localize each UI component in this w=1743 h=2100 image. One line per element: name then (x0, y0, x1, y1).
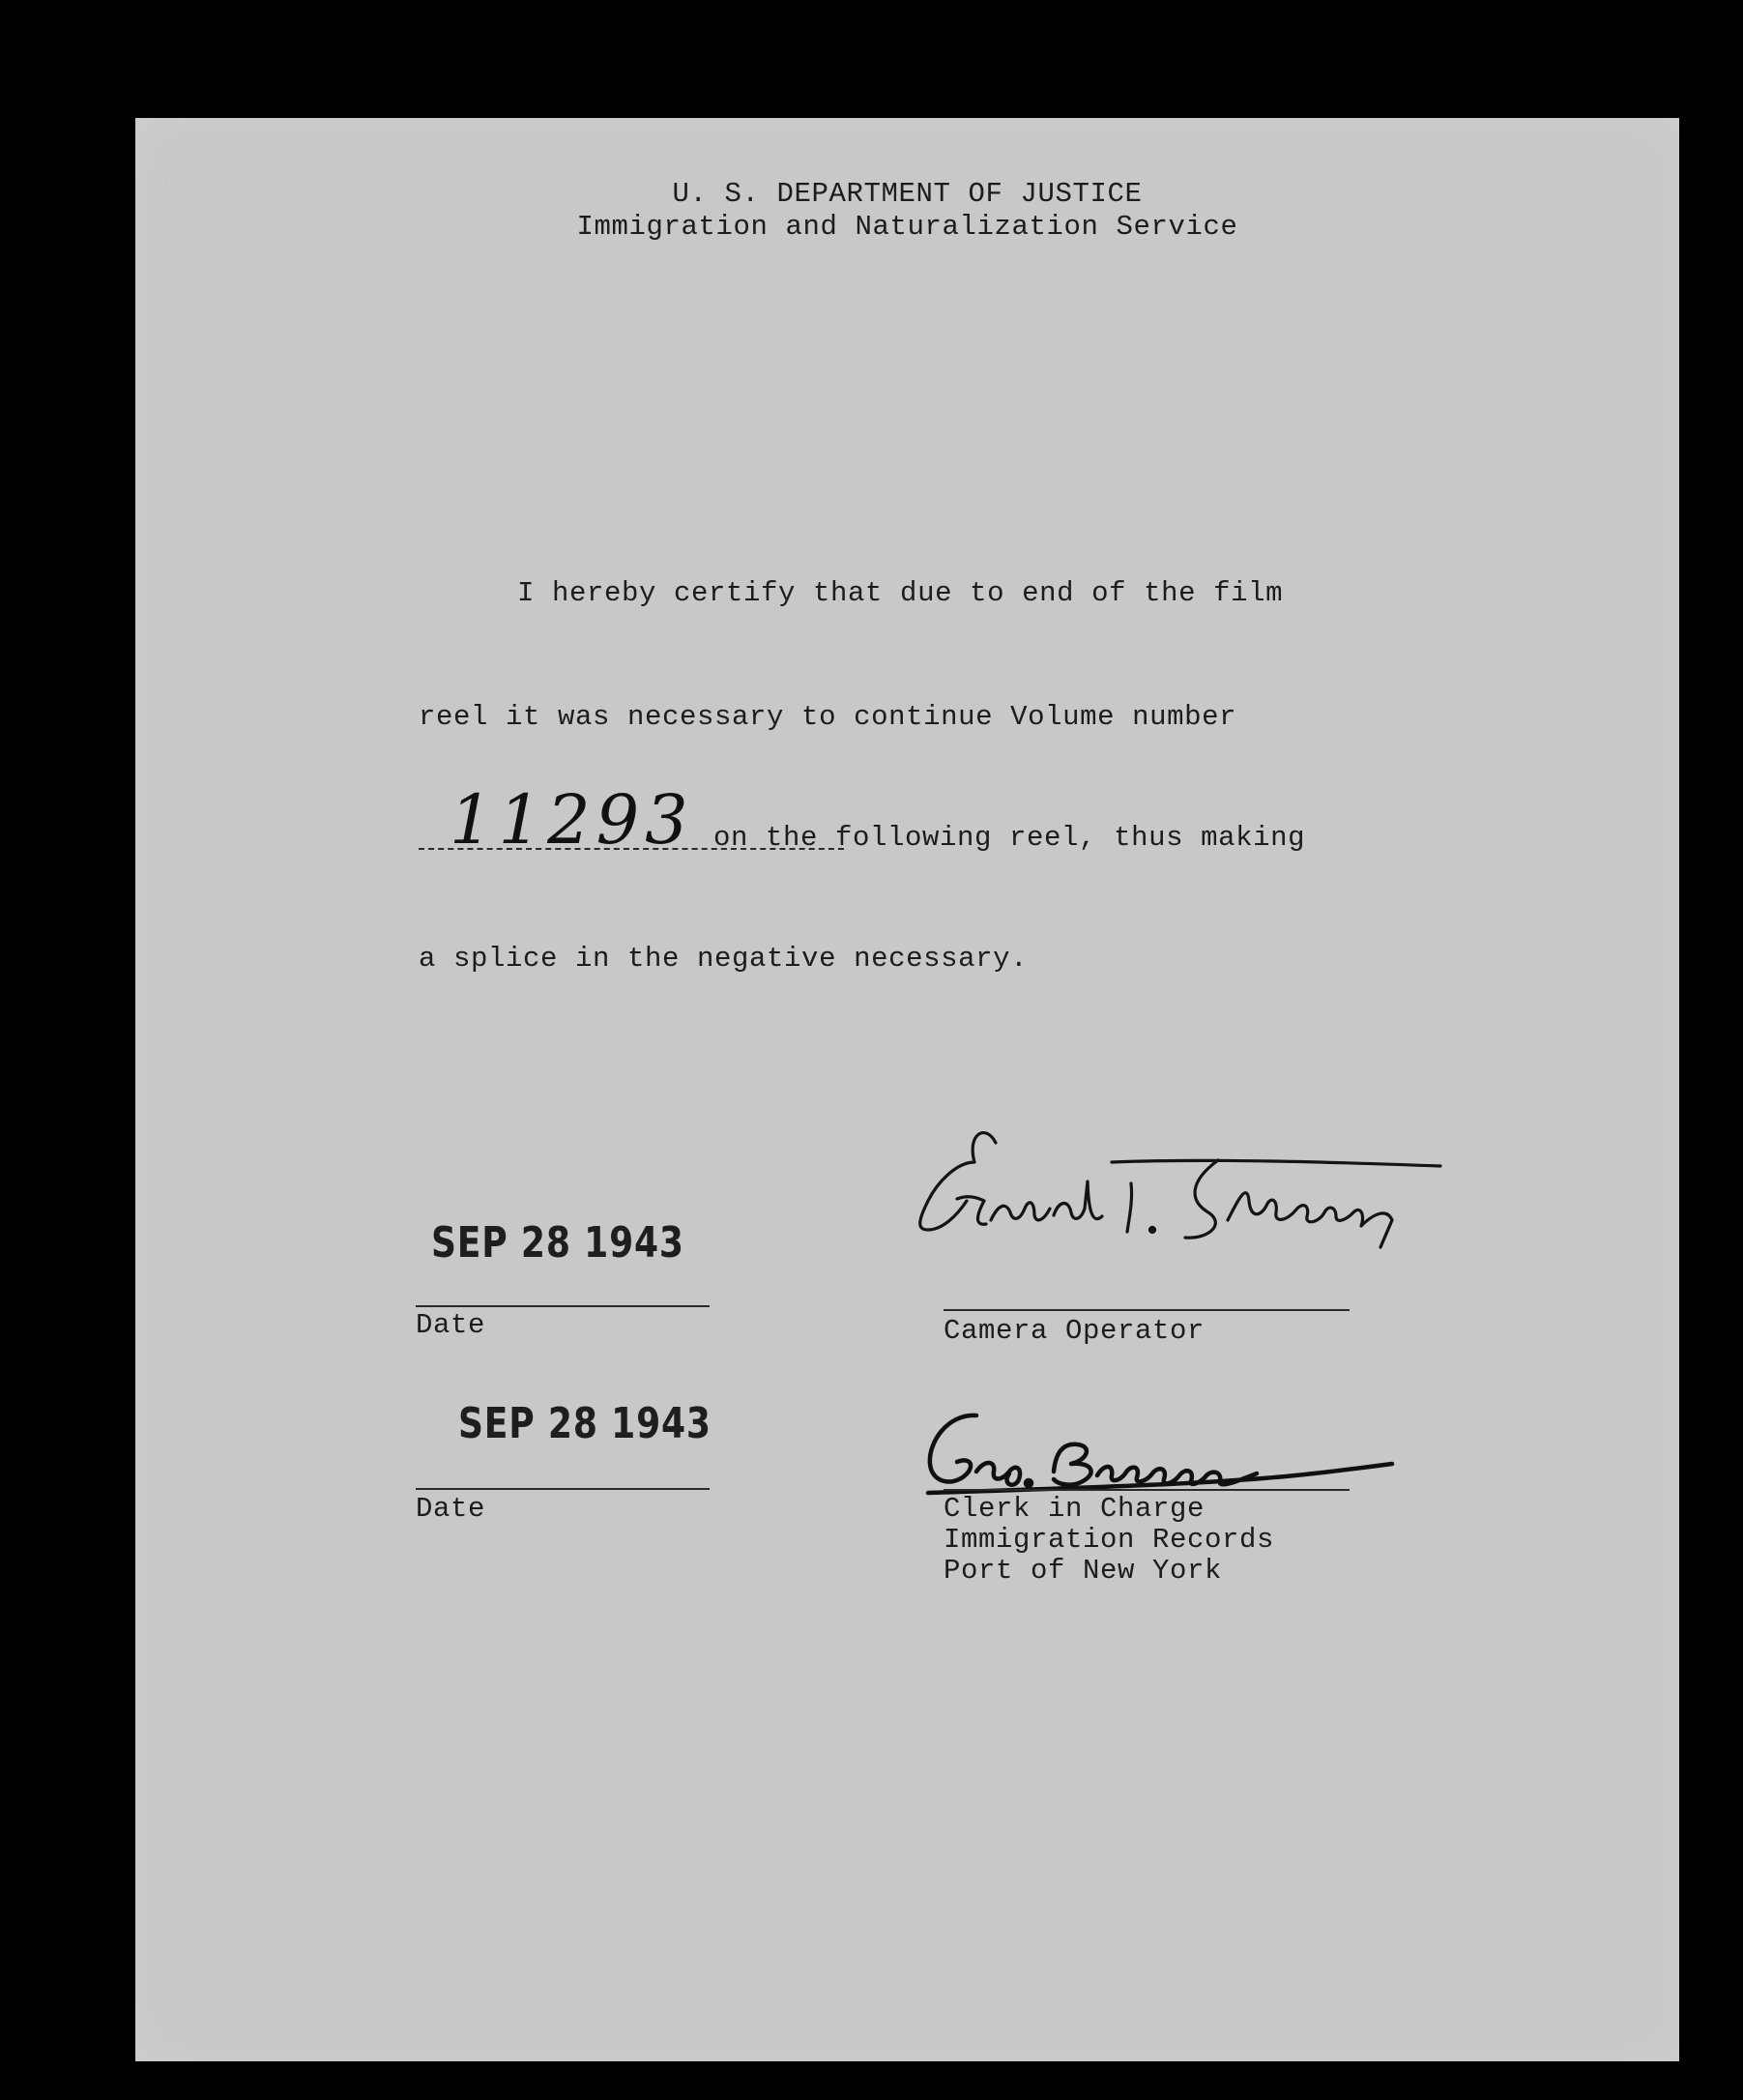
date-label: Date (416, 1493, 486, 1525)
date-stamp: SEP 28 1943 (431, 1218, 684, 1268)
date-line (416, 1305, 710, 1307)
department-heading: U. S. DEPARTMENT OF JUSTICE (672, 178, 1143, 210)
volume-number-handwritten: 11293 (450, 780, 694, 860)
camera-operator-label: Camera Operator (944, 1315, 1206, 1347)
certification-line-2: reel it was necessary to continue Volume number (419, 701, 1237, 733)
date-label: Date (416, 1309, 486, 1341)
signature-line (944, 1489, 1350, 1491)
clerk-title-line-2: Immigration Records (944, 1524, 1275, 1556)
date-stamp: SEP 28 1943 (458, 1399, 712, 1448)
document-page (135, 118, 1679, 2061)
certification-line-3: on the following reel, thus making (713, 822, 1306, 854)
certification-line-1: I hereby certify that due to end of the film (517, 577, 1284, 609)
camera-operator-signature (899, 1123, 1440, 1298)
certification-line-4: a splice in the negative necessary. (419, 943, 1029, 975)
signature-line (944, 1309, 1350, 1311)
clerk-title-line-1: Clerk in Charge (944, 1493, 1206, 1525)
date-line (416, 1488, 710, 1490)
service-heading: Immigration and Naturalization Service (576, 211, 1238, 243)
clerk-title-line-3: Port of New York (944, 1555, 1223, 1587)
